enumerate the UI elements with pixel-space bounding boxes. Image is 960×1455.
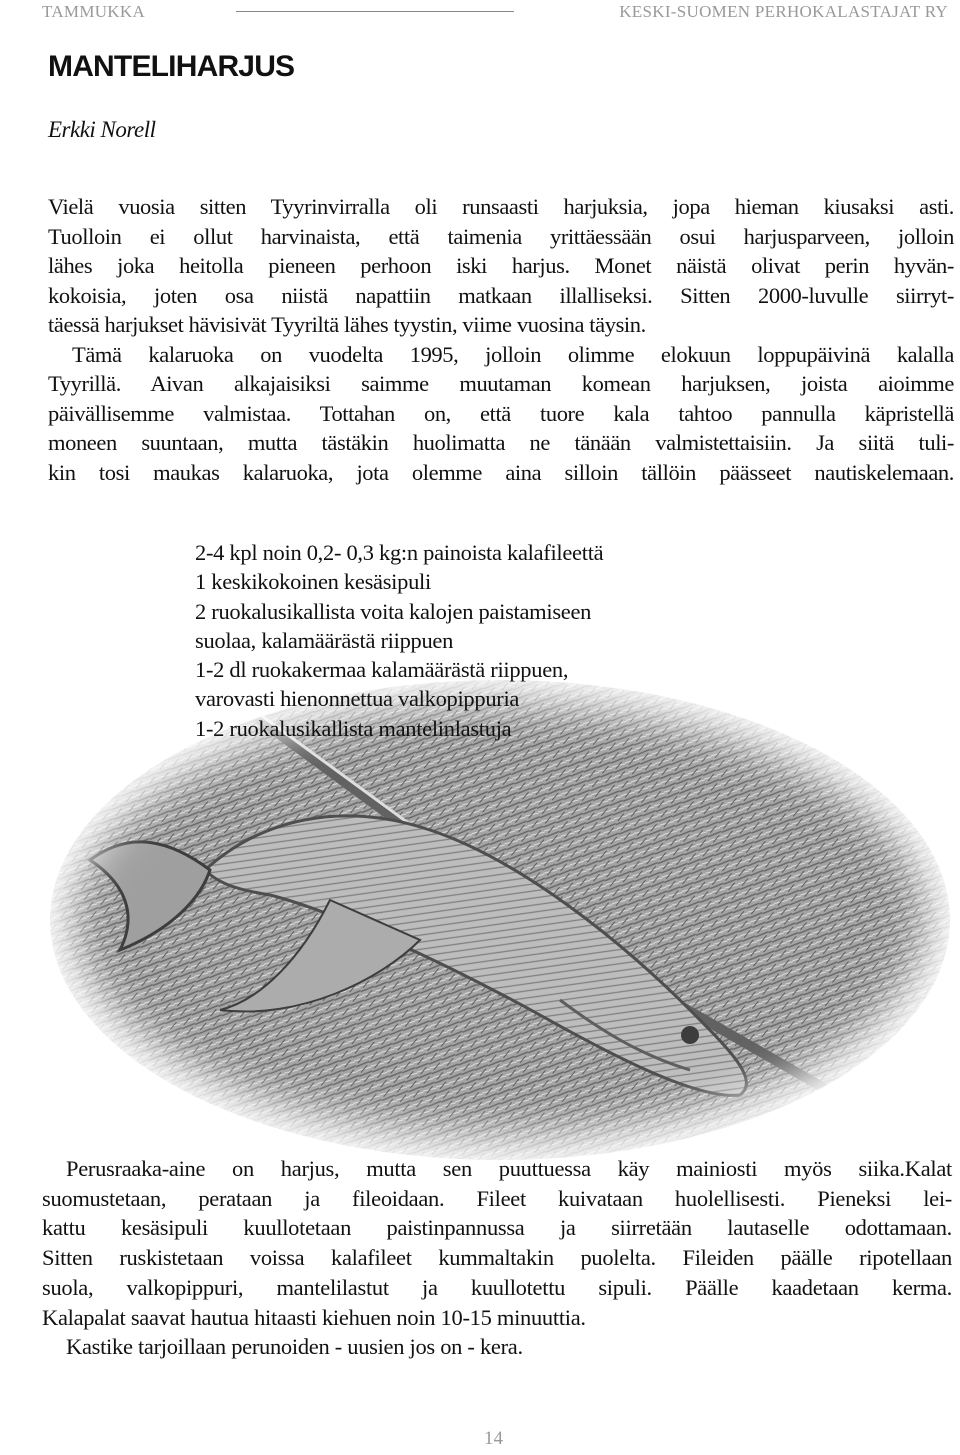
text-line: päivällisemme valmistaa. Tottahan on, että tuore kala tahtoo pannulla käpristellä xyxy=(48,400,954,426)
text-line: Kalapalat saavat hautua hitaasti kiehuen noin 10-15 minuuttia. xyxy=(42,1304,586,1330)
text-line: suomustetaan, perataan ja fileoidaan. Fileet kuivataan huolellisesti. Pieneksi lei- xyxy=(42,1185,952,1211)
ingredient-item: suolaa, kalamäärästä riippuen xyxy=(195,627,454,653)
method-text xyxy=(42,1154,952,1362)
text-line: suola, valkopippuri, mantelilastut ja kuullotettu sipuli. Päälle kaadetaan kerma. xyxy=(42,1274,952,1300)
text-line: Perusraaka-aine on harjus, mutta sen puuttuessa käy mainiosti myös siika.Kalat xyxy=(66,1156,952,1181)
text-line: kin tosi maukas kalaruoka, jota olemme aina silloin tällöin päässeet nautiskelemaan. xyxy=(48,459,954,485)
article-title: MANTELIHARJUS xyxy=(48,50,295,83)
ingredient-list xyxy=(195,538,603,743)
text-line: täessä harjukset hävisivät Tyyriltä lähes tyystin, viime vuosina täysin. xyxy=(48,312,646,337)
ingredient-item: varovasti hienonnettua valkopippuria xyxy=(195,686,520,712)
ingredient-item: 1 keskikokoinen kesäsipuli xyxy=(195,569,431,595)
text-line: Tämä kalaruoka on vuodelta 1995, jolloin olimme elokuun loppupäivinä kalalla xyxy=(72,341,954,367)
header-rule xyxy=(236,11,514,12)
text-line: Vielä vuosia sitten Tyyrinvirralla oli runsaasti harjuksia, jopa hieman kiusaksi asti. xyxy=(48,194,954,219)
ingredient-item: 1-2 ruokalusikallista mantelinlastuja xyxy=(195,715,512,741)
ingredient-item: 2-4 kpl noin 0,2- 0,3 kg:n painoista kalafileettä xyxy=(195,540,604,565)
text-line: Tyyrillä. Aivan alkajaisiksi saimme muutaman komean harjuksen, joista aioimme xyxy=(48,371,954,396)
text-line: Sitten ruskistetaan voissa kalafileet kummaltakin puolelta. Fileiden päälle ripotellaan xyxy=(42,1245,952,1271)
fish-eye xyxy=(681,1026,699,1044)
text-line: Tuolloin ei ollut harvinaista, että taimenia yrittäessään osui harjusparveen, jolloin xyxy=(48,223,954,249)
ingredient-item: 1-2 dl ruokakermaa kalamäärästä riippuen, xyxy=(195,657,569,683)
text-line: kattu kesäsipuli kuullotetaan paistinpannussa ja siirretään lautaselle odottamaan. xyxy=(42,1215,952,1241)
running-header-left: TAMMUKKA xyxy=(42,2,146,21)
page-number: 14 xyxy=(484,1428,503,1449)
text-line: lähes joka heitolla pieneen perhoon iski harjus. Monet näistä olivat perin hyvän- xyxy=(48,253,954,278)
intro-paragraph-1 xyxy=(48,192,954,340)
text-line: moneen suuntaan, mutta tästäkin huolimatta ne tänään valmistettaisiin. Ja siitä tuli- xyxy=(48,430,954,455)
article-author: Erkki Norell xyxy=(48,117,156,142)
running-header-right: KESKI-SUOMEN PERHOKALASTAJAT RY xyxy=(619,2,948,21)
intro-text xyxy=(48,192,954,487)
text-line: kokoisia, joten osa niistä napattiin matkaan illalliseksi. Sitten 2000-luvulle siirryt- xyxy=(48,282,954,308)
method-paragraph-1 xyxy=(42,1154,952,1332)
text-line: Kastike tarjoillaan perunoiden - uusien jos on - kera. xyxy=(66,1334,523,1360)
method-paragraph-2 xyxy=(42,1332,952,1362)
intro-paragraph-2 xyxy=(48,340,954,488)
ingredient-item: 2 ruokalusikallista voita kalojen paistamiseen xyxy=(195,598,592,624)
